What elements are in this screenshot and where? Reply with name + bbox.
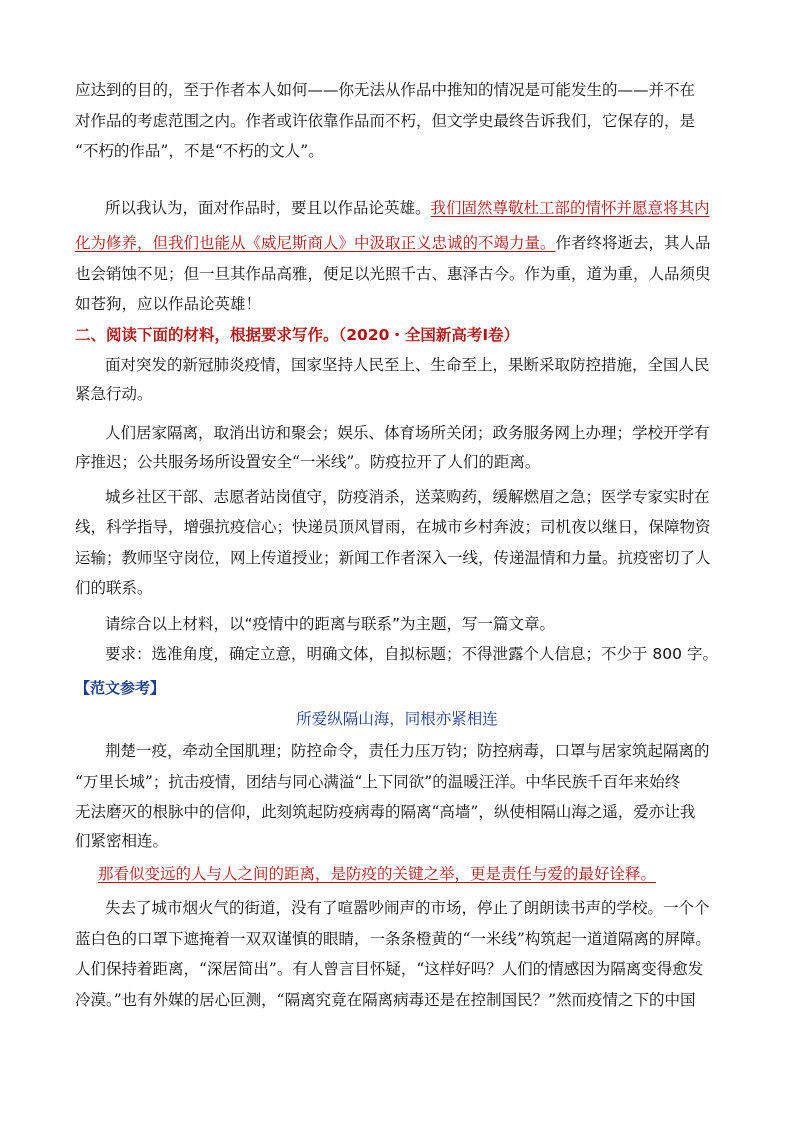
plain-text: 作者终将逝去，其人品 (555, 234, 711, 252)
paragraph-line: 也会销蚀不见；但一旦其作品高雅，便足以光照千古、惠泽古今。作为重，道为重，人品须臾 (75, 265, 711, 283)
highlighted-text: 那看似变远的人与人之间的距离，是防疫的关键之举，更是责任与爱的最好诠释。 (98, 865, 657, 883)
section-heading: 二、阅读下面的材料，根据要求写作。（2020・全国新高考Ⅰ卷） (75, 326, 520, 344)
highlighted-text: 化为修养，但我们也能从《威尼斯商人》中汲取正义忠诚的不竭力量。 (75, 234, 556, 252)
paragraph-line: 人们居家隔离，取消出访和聚会；娱乐、体育场所关闭；政务服务网上办理；学校开学有 (105, 424, 710, 442)
paragraph-line: 失去了城市烟火气的街道，没有了喧嚣吵闹声的市场，停止了朗朗读书声的学校。一个个 (105, 899, 710, 917)
paragraph-line: 序推迟；公共服务场所设置安全“一米线”。防疫拉开了人们的距离。 (75, 453, 541, 471)
paragraph-line: 人们保持着距离，“深居简出”。有人曾言目怀疑，“这样好吗？人们的情感因为隔离变得愈发 (75, 960, 704, 978)
paragraph-line: 面对突发的新冠肺炎疫情，国家坚持人民至上、生命至上，果断采取防控措施，全国人民 (105, 356, 710, 374)
thesis-line (98, 864, 656, 884)
paragraph-line: 城乡社区干部、志愿者站岗值守，防疫消杀，送菜购药，缓解燃眉之急；医学专家实时在 (105, 488, 710, 506)
paragraph-line: 如苍狗，应以作品论英雄！ (75, 295, 262, 313)
paragraph-line: 们的联系。 (75, 579, 153, 597)
paragraph-line: 无法磨灭的根脉中的信仰，此刻筑起防疫病毒的隔离“高墙”，纵使相隔山海之遥，爱亦让我 (75, 803, 696, 821)
plain-text: 所以我认为，面对作品时，要且以作品论英雄。 (105, 199, 431, 217)
requirements-line: 要求：选准角度，确定立意，明确文体，自拟标题；不得泄露个人信息；不少于 800 字。 (105, 645, 718, 663)
reference-tag: 【范文参考】 (75, 679, 166, 697)
highlighted-text: 我们固然尊敬杜工部的情怀并愿意将其内 (430, 199, 710, 217)
essay-title: 所爱纵隔山海，同根亦紧相连 (296, 710, 498, 728)
paragraph-line: 荆楚一疫，牵动全国肌理；防控命令，责任力压万钧；防控病毒，口罩与居家筑起隔离的 (105, 742, 710, 760)
paragraph-line: “不朽的作品”，不是“不朽的文人”。 (75, 142, 324, 160)
paragraph-line: 对作品的考虑范围之内。作者或许依靠作品而不朽，但文学史最终告诉我们，它保存的，是 (75, 112, 696, 130)
paragraph-line: 蓝白色的口罩下遮掩着一双双谨慎的眼睛，一条条橙黄的“一米线”构筑起一道道隔离的屏障。 (75, 930, 711, 948)
paragraph-line (105, 198, 710, 218)
paragraph-line: 应达到的目的，至于作者本人如何——你无法从作品中推知的情况是可能发生的——并不在 (75, 81, 696, 99)
paragraph-line (75, 233, 711, 253)
task-line: 请综合以上材料，以“疫情中的距离与联系”为主题，写一篇文章。 (105, 615, 556, 633)
paragraph-line: “万里长城”；抗击疫情，团结与同心满溢“上下同欲”的温暖汪洋。中华民族千百年来始终 (75, 773, 681, 791)
paragraph-line: 冷漠。”也有外媒的居心叵测，“隔离究竟在隔离病毒还是在控制国民？”然而疫情之下的中国 (75, 991, 696, 1009)
paragraph-line: 们紧密相连。 (75, 832, 169, 850)
paragraph-line: 紧急行动。 (75, 385, 153, 403)
paragraph-line: 运输；教师坚守岗位，网上传道授业；新闻工作者深入一线，传递温情和力量。抗疫密切了人 (75, 549, 711, 567)
paragraph-line: 线，科学指导，增强抗疫信心；快递员顶风冒雨，在城市乡村奔波；司机夜以继日，保障物资 (75, 518, 711, 536)
